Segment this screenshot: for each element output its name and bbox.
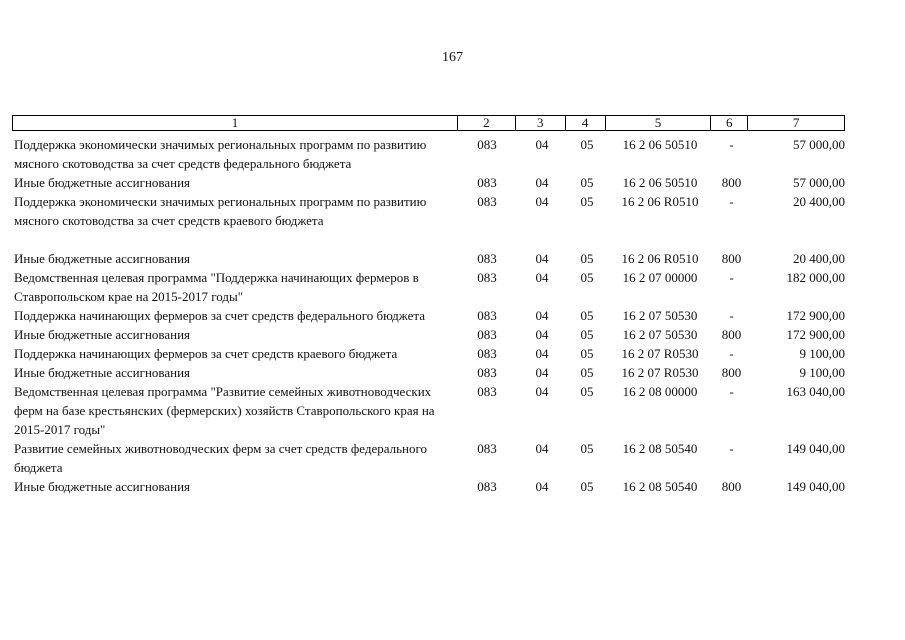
row-col-7: 9 100,00	[799, 365, 845, 380]
header-col-2: 2	[457, 116, 515, 130]
row-name: Иные бюджетные ассигнования	[14, 327, 191, 342]
table-row	[14, 173, 845, 192]
row-col-6: -	[729, 346, 734, 361]
row-col-3: 04	[535, 346, 549, 361]
row-col-3: 04	[535, 194, 549, 209]
row-col-7: 149 040,00	[786, 479, 845, 494]
row-col-2: 083	[477, 251, 497, 266]
row-col-5: 16 2 06 50510	[622, 175, 698, 190]
row-name: Иные бюджетные ассигнования	[14, 365, 191, 380]
row-col-3: 04	[535, 327, 549, 342]
row-col-4: 05	[580, 479, 594, 494]
table-row	[14, 192, 845, 230]
row-col-2: 083	[477, 137, 497, 152]
row-col-4: 05	[580, 270, 594, 285]
row-col-6: 800	[721, 365, 742, 380]
header-col-1: 1	[231, 115, 239, 130]
row-col-5: 16 2 07 R0530	[621, 365, 699, 380]
row-col-4: 05	[580, 365, 594, 380]
row-col-4: 05	[580, 194, 594, 209]
row-col-4: 05	[580, 251, 594, 266]
row-name: Поддержка начинающих фермеров за счет средств краевого бюджета	[14, 346, 398, 361]
header-col-7: 7	[747, 116, 844, 130]
table-row	[14, 382, 845, 439]
row-name: Поддержка начинающих фермеров за счет средств федерального бюджета	[14, 308, 425, 323]
table-header	[12, 115, 845, 131]
table-body	[14, 135, 845, 496]
row-col-2: 083	[477, 479, 497, 494]
row-name: Развитие семейных животноводческих ферм за счет средств федерального бюджета	[14, 441, 428, 475]
row-col-6: -	[729, 384, 734, 399]
row-col-2: 083	[477, 365, 497, 380]
row-col-7: 172 900,00	[786, 308, 845, 323]
row-col-5: 16 2 07 50530	[622, 308, 698, 323]
table-row	[14, 268, 845, 306]
row-col-3: 04	[535, 308, 549, 323]
row-col-7: 149 040,00	[786, 441, 845, 456]
row-col-2: 083	[477, 175, 497, 190]
header-col-4: 4	[565, 116, 605, 130]
row-name: Иные бюджетные ассигнования	[14, 175, 191, 190]
row-col-2: 083	[477, 346, 497, 361]
row-col-5: 16 2 08 50540	[622, 479, 698, 494]
row-col-5: 16 2 06 50510	[622, 137, 698, 152]
table-row	[14, 363, 845, 382]
row-col-3: 04	[535, 384, 549, 399]
row-col-4: 05	[580, 441, 594, 456]
row-col-4: 05	[580, 346, 594, 361]
row-col-3: 04	[535, 251, 549, 266]
table-row	[14, 439, 845, 477]
row-col-5: 16 2 08 50540	[622, 441, 698, 456]
row-col-6: -	[729, 308, 734, 323]
row-col-5: 16 2 07 50530	[622, 327, 698, 342]
row-col-2: 083	[477, 194, 497, 209]
row-col-6: -	[729, 270, 734, 285]
row-col-4: 05	[580, 384, 594, 399]
row-col-6: -	[729, 441, 734, 456]
row-name: Иные бюджетные ассигнования	[14, 251, 191, 266]
row-col-3: 04	[535, 137, 549, 152]
row-col-7: 172 900,00	[786, 327, 845, 342]
row-name: Поддержка экономически значимых региональных программ по развитию мясного скотоводства за счет средств краевого бюджета	[14, 194, 427, 228]
row-col-5: 16 2 07 R0530	[621, 346, 699, 361]
row-col-6: 800	[721, 479, 742, 494]
table-row	[14, 135, 845, 173]
row-name: Поддержка экономически значимых региональных программ по развитию мясного скотоводства за счет средств федерального бюджета	[14, 137, 427, 171]
row-col-7: 20 400,00	[793, 251, 845, 266]
row-col-4: 05	[580, 137, 594, 152]
row-col-7: 9 100,00	[799, 346, 845, 361]
row-col-7: 20 400,00	[793, 194, 845, 209]
row-name: Иные бюджетные ассигнования	[14, 479, 191, 494]
row-col-3: 04	[535, 175, 549, 190]
row-col-6: -	[729, 194, 734, 209]
row-col-6: 800	[721, 327, 742, 342]
row-col-7: 57 000,00	[793, 175, 845, 190]
row-col-4: 05	[580, 175, 594, 190]
header-col-5: 5	[605, 116, 711, 130]
row-col-2: 083	[477, 327, 497, 342]
row-col-5: 16 2 06 R0510	[621, 194, 699, 209]
table-row	[14, 306, 845, 325]
row-col-6: 800	[721, 251, 742, 266]
row-col-4: 05	[580, 308, 594, 323]
row-name: Ведомственная целевая программа "Развитие семейных животноводческих ферм на базе крестьянских (фермерских) хозяйств Ставропольского края на 2015-2017 годы"	[14, 384, 435, 437]
row-name: Ведомственная целевая программа "Поддержка начинающих фермеров в Ставропольском крае на 2015-2017 годы"	[14, 270, 419, 304]
row-col-6: -	[729, 137, 734, 152]
row-col-3: 04	[535, 365, 549, 380]
row-col-5: 16 2 06 R0510	[621, 251, 699, 266]
row-col-3: 04	[535, 270, 549, 285]
header-col-6: 6	[710, 116, 747, 130]
table-row	[14, 477, 845, 496]
row-col-4: 05	[580, 327, 594, 342]
row-col-2: 083	[477, 441, 497, 456]
table-row	[14, 344, 845, 363]
row-col-7: 163 040,00	[786, 384, 845, 399]
blank-line	[14, 230, 845, 249]
row-col-6: 800	[721, 175, 742, 190]
row-col-5: 16 2 08 00000	[622, 384, 698, 399]
header-col-3: 3	[515, 116, 565, 130]
row-col-2: 083	[477, 308, 497, 323]
row-col-5: 16 2 07 00000	[622, 270, 698, 285]
page-number: 167	[442, 50, 463, 65]
row-col-2: 083	[477, 384, 497, 399]
row-col-7: 182 000,00	[786, 270, 845, 285]
row-col-7: 57 000,00	[793, 137, 845, 152]
table-row	[14, 325, 845, 344]
table-row	[14, 249, 845, 268]
row-col-3: 04	[535, 441, 549, 456]
row-col-2: 083	[477, 270, 497, 285]
row-col-3: 04	[535, 479, 549, 494]
